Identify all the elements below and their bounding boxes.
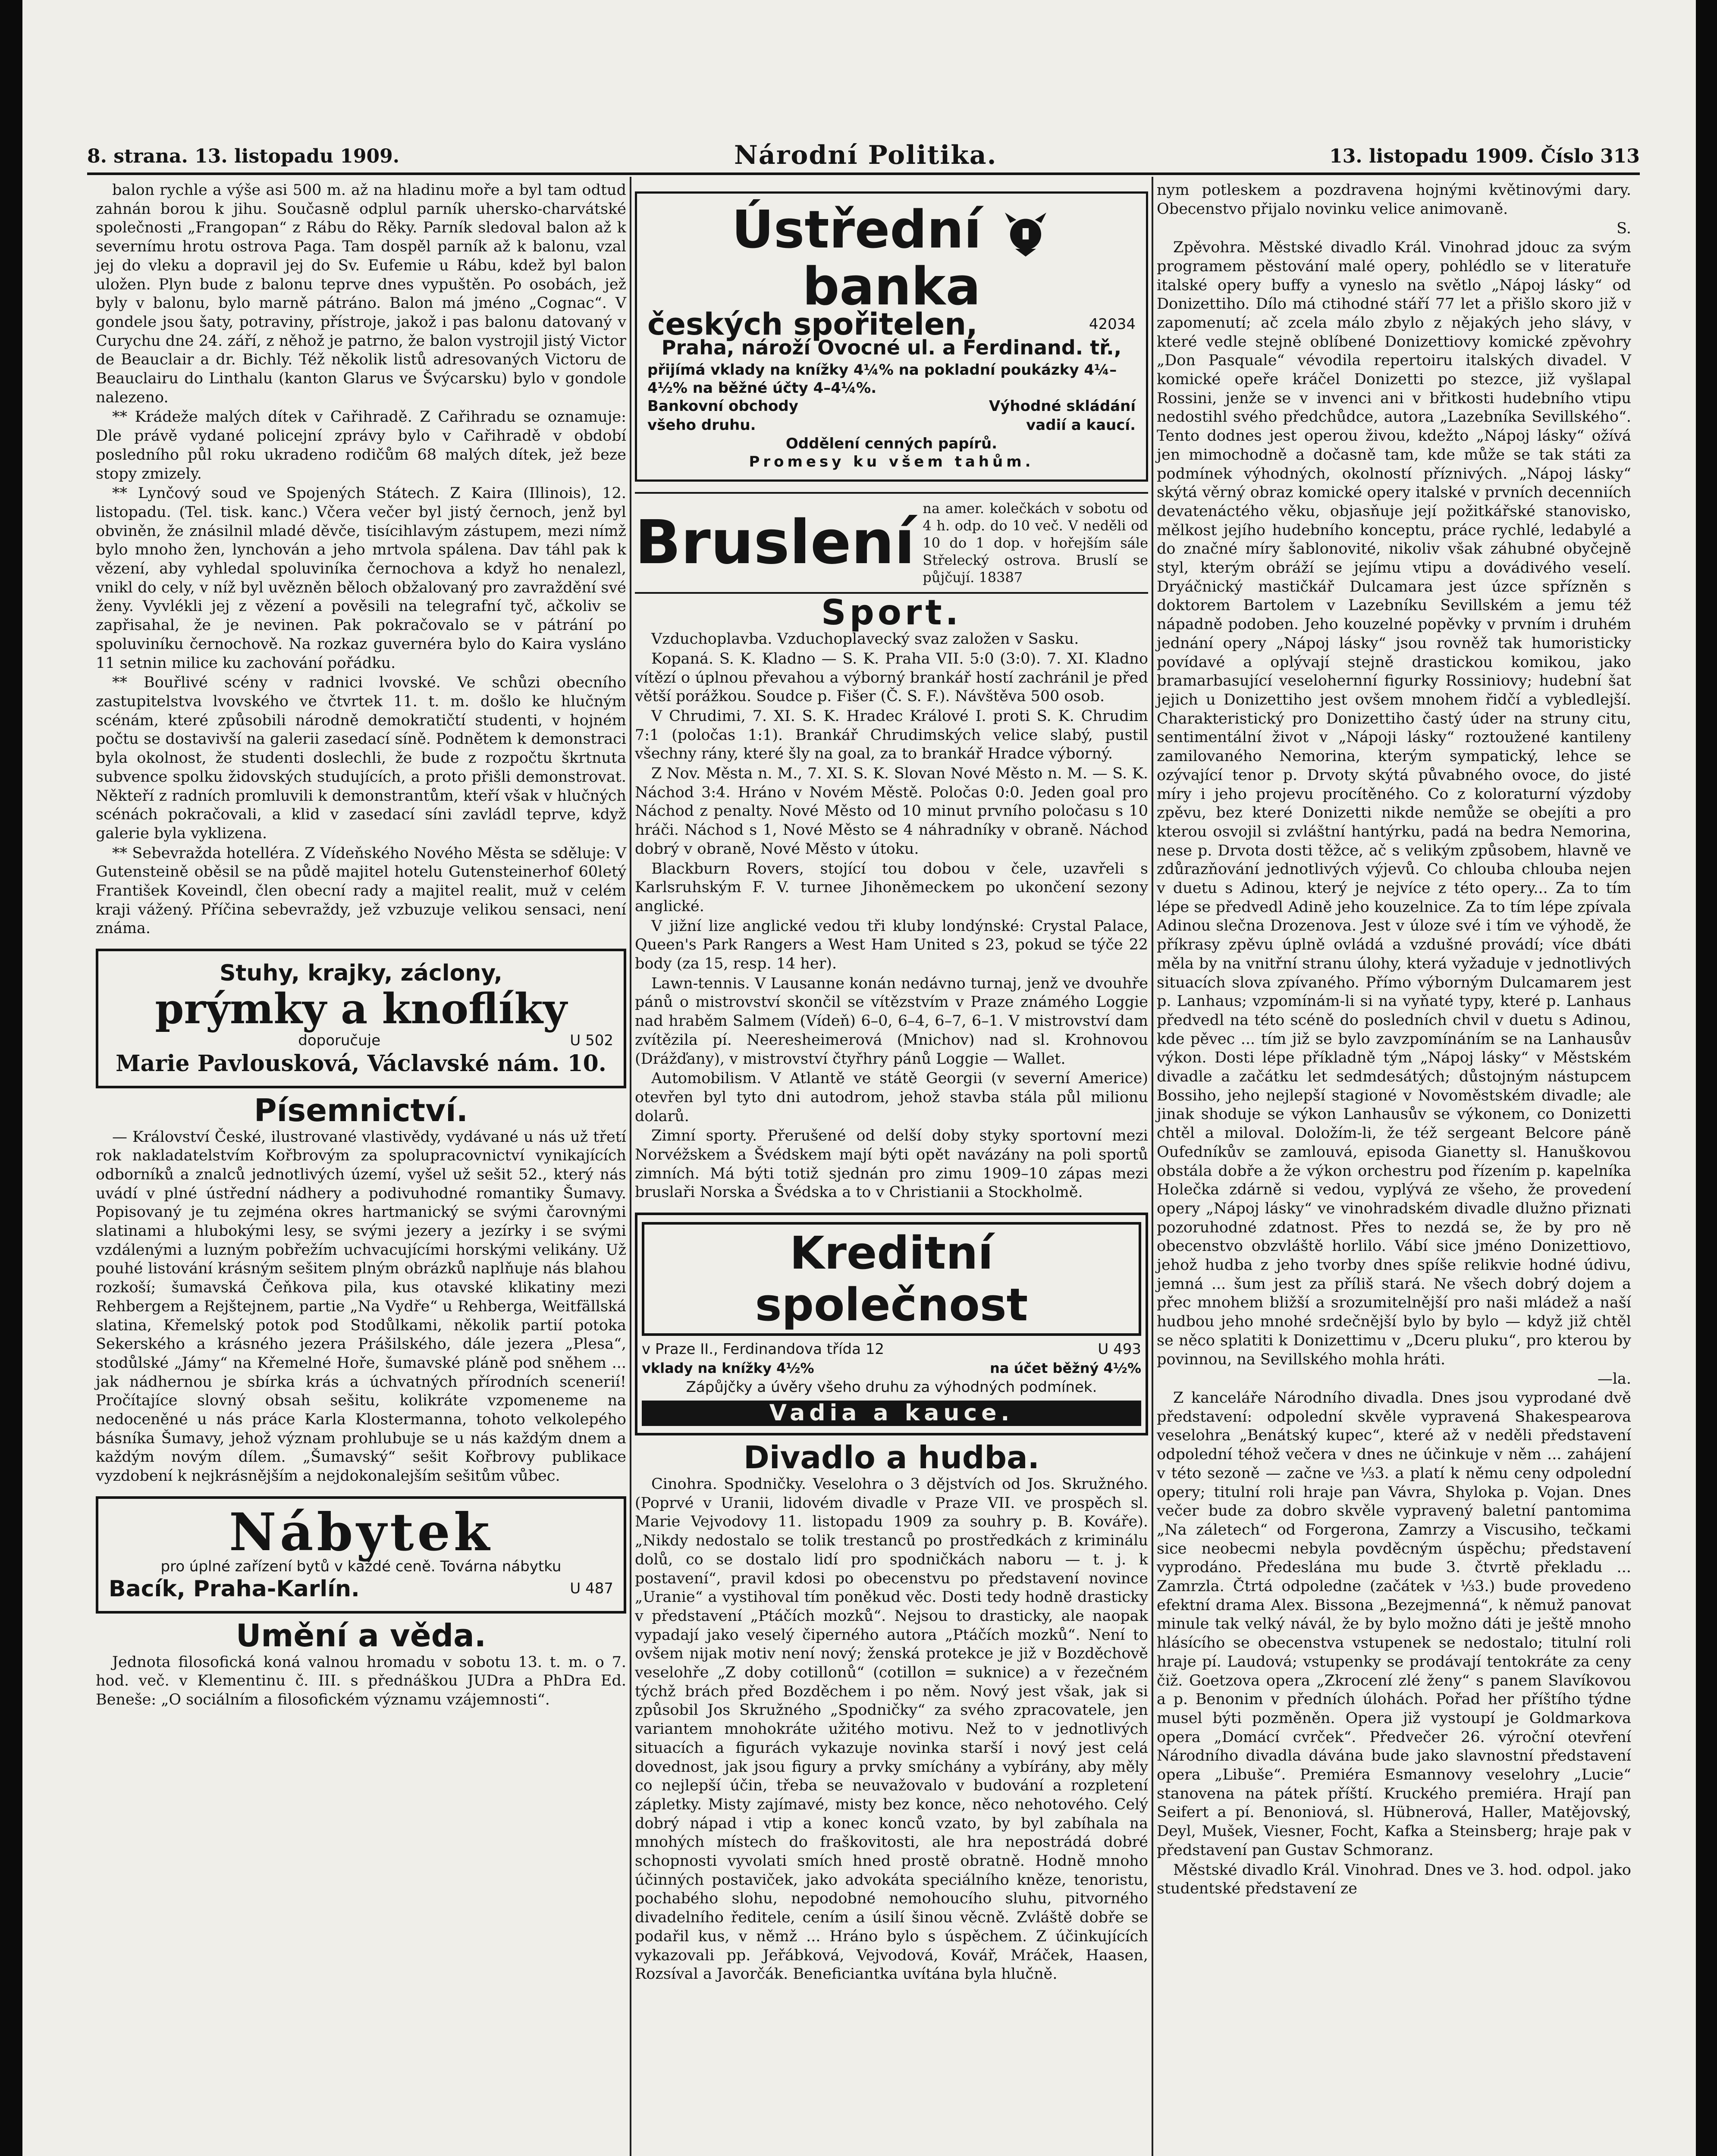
article-vinohrady-theatre: Městské divadlo Král. Vinohrad. Dnes ve 3. hod. odpol. jako studentské představení ze [1157,1861,1631,1898]
sport-football-nove-mesto: Z Nov. Města n. M., 7. XI. S. K. Slovan Nové Město n. M. — S. K. Náchod 3:4. Hráno v Novém Městě. Poločas 0:0. Jeden goal pro Náchod z penalty. Nové Město od 10 minut prvního poločasu s 10 hráči. Náchod s 1, Nové Město se 4 náhradníky v obraně. Náchod dobrý v obraně, Nové Město v útoku. [635,765,1148,858]
column-1 [96,181,626,1711]
ad-ribbons-line2: prýmky a knoflíky [155,984,567,1034]
article-national-theatre: Z kanceláře Národního divadla. Dnes jsou vyprodané dvě představení: odpolední skvěle vypravená Shakespearova veselohra „Benátský kupec“, které až v neděli představení odpolední téhož večera v dnes ne účinkuje v něm ... zahájení v této sezoně — začne ve ⅓3. a platí k němu ceny odpolední opery; titulní roli hraje pan Vávra, Shyloka p. Vojan. Dnes večer bude za dobro skvěle vypravený baletní pantomima „Na záletech“ od Forgerona, Zamrzy a Viscusiho, tečkami sice neobecmi nebyla povděcným úspěchu; představení vyprodáno. Předeslána mu bude 3. čtvrtě překladu ... Zamrzla. Čtrtá odpoledne (začátek v ⅓3.) bude provedeno efektní drama Alex. Bissona „Bezejmenná“, k němuž panovat minule tak velký návál, že by bylo možno dáti je ještě mnoho hlásícího se obecenstva vstupenek se nedostalo; titulní roli hraje pí. Laudová; vstupenky se prodávají tentokráte za ceny čiž. Goetzova opera „Zkrocení zlé ženy“ s panem Slavíkovou a p. Benonim v předních úlohách. Pořad her příštího týdne musel býti pozměněn. Opera již vystoupí je Goldmarkova opera „Domácí cvrček“. Předvečer 26. výroční otevření Národního divadla dávána bude jako slavnostní představení opera „Libuše“. Premiéra Esmannovy veselohry „Lucie“ stanovena na pátek příští. Kruckého premiéra. Hrají pan Seifert a pí. Benoniová, sl. Hübnerová, Haller, Matějovský, Deyl, Mušek, Viesner, Focht, Kafka a Steinsberg; hraje pak v představení pan Gustav Schmoranz. [1157,1389,1631,1859]
sport-aviation: Vzduchoplavba. Vzduchoplavecký svaz založen v Sasku. [651,630,1079,648]
sport-tennis: Lawn-tennis. V Lausanne konán nedávno turnaj, jenž ve dvouhře pánů o mistrovství skončil se vítězstvím v Praze známého Loggie nad hraběm Salmem (Vídeň) 6–0, 6–4, 6–7, 6–1. V mistrovství dam zvítězila pí. Neeresheimerová (Mnichov) nad sl. Krohnovou (Drážďany), v mistrovství čtyřhry pánů Loggie — Wallet. [635,975,1148,1068]
signature-s: S. [1617,220,1631,238]
kredit-address: v Praze II., Ferdinandova třída 12 [642,1341,885,1358]
bank-line4: Oddělení cenných papírů. [785,435,998,453]
sport-football-kladno: Kopaná. S. K. Kladno — S. K. Praha VII. 5:0 (3:0). 7. XI. Kladno vítězí o úplnou převahou a výborný brankář hostí zachránil je před větší porážkou. Soudce p. Fišer (Č. S. F.). Návštěva 500 osob. [635,650,1148,705]
ad-credit-company [635,1213,1148,1435]
bank-address: Praha, nároží Ovocné ul. a Ferdinand. tř., [661,335,1122,359]
article-literature: — Království České, ilustrované vlastivědy, vydávané u nás už třetí rok nakladatelstvím Kořbrovým za spolupracovnictví vynikajících odborníků a znalců jednotlivých území, vyšel už sešit 52., který nás uvádí v plné ústřední nádhery a podivuhodné romantiky Šumavy. Popisovaný je tu zejména okres hartmanický se svými čarovnými slatinami a hlubokými lesy, se svými jezery a jezírky i se svými vzdálenými a luzným pobřežím uchvacujícími horskými velikány. Už pouhé listování krásným sešitem plným obrázků naplňuje nás blahou rozkoší; šumavská Čeňkova pila, kus otavské klikatiny mezi Rehbergem a Rejštejnem, partie „Na Vydře“ u Rehberga, Weitfällská slatina, Křemelský potok pod Stodůlkami, několik partií potoka Sekerského a krásného jezera Prášilského, dále jezera „Plesa“, stodůlské „Jámy“ na Křemelné Hoře, šumavské pláně pod sněhem ... jak nádhernou je sbírka krás a úchvatných přírodních scenerií! Pročítajíce slovný obsah sešitu, kolikráte vzpomeneme na nedoceněné u nás práce Karla Klostermanna, tohoto velkolepého básníka Šumavy, jehož význam prohlubuje se u nás každým dnem a každým novým dílem. „Šumavský“ sešit Kořbrovy publikace vyzdobení k nejkrásnějším a nejdokonalejším sešitům vůbec. [96,1128,626,1485]
sport-winter: Zimní sporty. Přerušené od delší doby styky sportovní mezi Norvéžskem a Švédskem mají býti opět navázány na poli sportů zimních. Má býti totiž sjednán pro zimu 1909–10 zápas mezi bruslaři Norska a Švédska a to v Christianii a Stockholmě. [635,1127,1148,1201]
column-divider-2 [1152,177,1153,2156]
article-balloon: balon rychle a výše asi 500 m. až na hladinu moře a byl tam odtud zahnán borou k jihu. Současně odplul parník uhersko-charvátské společnosti „Frangopan“ z Rábu do Rěky. Parník sledoval balon až k severnímu hrotu ostrova Paga. Tam dospěl parník až k balonu, vzal jej do vleku a dopravil jej do Sv. Eufemie u Rábu, kdež byl balon uložen. Plyn bude z balonu teprve dnes vypuštěn. Po osobách, jež byly v balonu, bylo marně pátráno. Balon má jméno „Cognac“. V gondele jsou šaty, potraviny, přístroje, jakož i pas balonu datovaný v Curychu dne 24. září, z něhož je patrno, že balon vystrojil jistý Victor de Beauclair a dr. Bichly. Též několik listů adresovaných Victoru de Beauclairu do Linthalu (kanton Glarus ve Švýcarsku) bylo v gondole nalezeno. [96,182,626,406]
bank-line5: Promesy ku všem tahům. [749,453,1034,471]
sport-automobilism: Automobilism. V Atlantě ve státě Georgii (v severní Americe) otevřen byl tyto dni autodrom, jehož stavba stála půl milionu dolarů. [635,1070,1148,1125]
ad-furniture-line1: pro úplné zařízení bytů v každé ceně. Továrna nábytku [160,1557,562,1575]
scan-edge-right [1696,0,1717,2156]
ad-furniture [96,1496,626,1614]
article-spodnicky-end: nym potleskem a pozdravena hojnými květinovými dary. Obecenstvo přijalo novinku velice animovaně. [1157,182,1631,218]
sport-southern-league: V jižní lize anglické vedou tři kluby londýnské: Crystal Palace, Queen's Park Rangers a West Ham United s 23, pokud se týče 22 body (za 15, resp. 14 her). [635,917,1148,973]
article-lynching: ** Lynčový soud ve Spojených Státech. Z Kaira (Illinois), 12. listopadu. (Tel. tisk. kanc.) Včera večer byl jistý černoch, jenž byl obviněn, že znásilnil mladé děvče, tisícihlavým zástupem, mezi nímž bylo mnoho žen, lynchován a jeho mrtvola spálena. Dav táhl pak k vězení, aby vyhledal spoluviníka černochova a když ho nenalezl, vnikl do cely, v níž byl uvězněn běloch obžalovaný pro zavraždění své ženy. Vyvlékli jej z vězení a pověsili na telegrafní tyč, ačkoliv se zapřisahal, že je nevinen. Pak pokračovalo se v pátrání po spoluviníku černochově. Na rozkaz guvernéra bylo do Kaira vysláno 11 setnin milice ku zachování pořádku. [96,485,626,672]
bank-line3b: vadií a kaucí. [1026,416,1136,434]
article-lviv: ** Bouřlivé scény v radnici lvovské. Ve schůzi obecního zastupitelstva lvovského ve čtvrtek 11. t. m. došlo ke hlučným scénám, které způsobili národně demokratičtí studenti, v hojném počtu se dostavivší na galerii zasedací síně. Podnětem k demonstraci byla okolnost, že studenti doslechli, že bude z rozpočtu škrtnuta subvence spolku židovských studujících, a proto přišli demonstrovat. Někteří z radních promluvili k demonstrantům, kteří však v hlučných scénách pokračovali, a klid v zasedací síni zavládl teprve, když galerie byla vyklizena. [96,674,626,842]
kredit-line1c: Zápůjčky a úvěry všeho druhu za výhodných podmínek. [686,1378,1097,1396]
column-3 [1157,181,1631,1899]
ad-skating-word: Bruslení [635,508,915,578]
sport-blackburn: Blackburn Rovers, stojící tou dobou v čele, uzavřeli s Karlsruhským F. V. turnee Jihoněmeckem po ukončení sezony anglické. [635,860,1148,915]
ad-furniture-line2: Bacík, Praha-Karlín. [109,1576,360,1602]
bank-line2b: Výhodné skládání [989,397,1136,415]
masthead-title: Národní Politika. [734,140,997,170]
ad-furniture-big: Nábytek [229,1501,493,1563]
bank-line3a: všeho druhu. [647,416,756,434]
newspaper-page [22,0,1696,2156]
section-art-science: Umění a věda. [235,1617,487,1654]
header-rule [87,172,1640,175]
column-divider-1 [630,177,631,2156]
bank-title-1: Ústřední [731,200,982,260]
ad-ribbons-code: U 502 [570,1032,613,1050]
bank-line1: přijímá vklady na knížky 4¼% na pokladní poukázky 4¼–4½% na běžné účty 4–4¼%. [647,361,1117,397]
kredit-title: Kreditní společnost [642,1222,1141,1336]
bank-subtitle: českých spořitelen, [647,307,978,342]
article-philosophy: Jednota filosofická koná valnou hromadu v sobotu 13. t. m. o 7. hod. več. v Klementinu č. III. s přednáškou JUDra a PhDra Ed. Beneše: „O sociálním a filosofickém významu vzájemnosti“. [96,1653,626,1708]
header-right: 13. listopadu 1909. Číslo 313 [1329,145,1640,167]
ad-central-bank [635,191,1148,482]
header-left: 8. strana. 13. listopadu 1909. [87,145,400,167]
kredit-line1b: na účet běžný 4½% [990,1360,1141,1376]
article-istanbul: ** Krádeže malých dítek v Cařihradě. Z Cařihradu se oznamuje: Dle právě vydané policejní zprávy bylo v Cařihradě v období posledního půl roku ukradeno rodičům 68 malých dítek, jež beze stopy zmizely. [96,408,626,483]
section-literature: Písemnictví. [254,1092,468,1128]
kredit-banner: Vadia a kauce. [642,1401,1141,1426]
ad-furniture-code: U 487 [570,1580,613,1598]
article-spodnicky: Cinohra. Spodničky. Veselohra o 3 dějstvích od Jos. Skružného. (Poprvé v Uranii, lidovém divadle v Praze VII. ve prospěch sl. Marie Vejvodovy 11. listopadu 1909 za souhry p. B. Kováře). „Nikdy nedostalo se tolik trestanců po prostředkách z kriminálu dolů, co se dostalo lidí pro spodničkách naboru — t. j. k postavení“, pravil kdosi po obecenstvu po představení novince „Uranie“ a vystihoval tím poněkud věc. Dosti tedy hodně drasticky v představení „Ptáčích mozků“. Nejsou to drasticky, ale naopak vypadají jako veselý čiperného autora „Ptáčích mozků“. Není to ovšem nijak motiv není nový; ženská protekce je již v Bozděchově veselohře „Z doby cotillonů“ (cotillon = suknice) a v řezečném týchž brách před Bozděchem i po něm. Nový jest však, jak si způsobil Jos Skružného „Spodničky“ za svého zpracovatele, jen variantem mnohokráte užitého motivu. Než to v jednotlivých situacích a figurách vykazuje novinka starší i nový jest celá dovednost, jak jsou figury a prvky smíchány a vybírány, aby měly co nejlepší účin, třeba se neuvažovalo v budování a rozpletení zápletky. Misty zajímavé, misty bez konce, něco nehotového. Celý dobrý nápad i vtip a konec konců vzato, by byl zabíhala na mnohých místech do fraškovitosti, ale hra nepostrádá dobré schopnosti vyvolati smích hned prostě obratně. Hodně mnoho účinných postaviček, jako advokáta speciálního kněze, tenoristu, pochabého slohu, nepodobné nemohoucího sluhu, pitvorného divadelního ředitele, cením a úsilí šinou věcně. Zvláště dobře se podařil kus, v němž ... Hráno bylo s úspěchem. Z účinkujících vykazovali pp. Jeřábková, Vejvodová, Kovář, Mráček, Haasen, Rozsíval a Javorčák. Beneficiantka uvítána byla hlučně. [635,1476,1148,1983]
ad-ribbons-line3: doporučuje [298,1032,381,1050]
bank-line2a: Bankovní obchody [647,397,798,415]
section-theatre-music: Divadlo a hudba. [744,1439,1039,1476]
article-suicide: ** Sebevražda hotelléra. Z Vídeňského Nového Města se sděluje: V Gutensteině oběsil se na půdě majitel hotelu Gutensteinerhof 60letý František Koveindl, člen obecní rady a majitel realit, muž v celém kraji vážený. Příčina sebevraždy, jež vzbuzuje velikou sensaci, není známa. [96,844,626,937]
ad-ribbons-line4: Marie Pavlousková, Václavské nám. 10. [116,1050,606,1077]
bank-title-2: banka [802,257,981,317]
ad-skating [635,492,1148,594]
scan-edge-left [0,0,22,2156]
kredit-line1a: vklady na knížky 4½% [642,1360,814,1376]
signature-la: —la. [1597,1370,1631,1388]
section-sport: Sport. [821,592,962,633]
double-headed-eagle-icon [1000,207,1052,259]
bank-code: 42034 [1089,316,1136,333]
article-napoj-lasky: Zpěvohra. Městské divadlo Král. Vinohrad jdouc za svým programem pěstování malé opery, pohlédlo se v literatuře italské opery buffy a vyneslo na světlo „Nápoj lásky“ od Donizettiho. Dílo má ctihodné stáří 77 let a přišlo skoro již v zapomenutí; ač zcela málo zbylo z nějakých jeho slávy, v které vedle stejně oblíbené Donizettiovy komické zpěvohry „Don Pasquale“ vévodila repertoiru italských divadel. V komické opeře kráčel Donizetti po stezce, již vyšlapal Rossini, jenže se v invenci ani v břitkosti hudebního vtipu nedostihl svého předchůdce, autora „Lazebníka Sevillského“. Tento dodnes jest operou živou, kdežto „Nápoj lásky“ ožívá jen mimochodně a dočasně tam, kde může se tak státi za podmínek výhodných, okolností příznivých. „Nápoj lásky“ skýtá věrný obraz komické opery italské v prvních decenniích devatenáctého věku, objasňuje její požitkářské stanovisko, mělkost jejího hudebního konceptu, práce rychlé, ledabylé a do značné míry šablonovité, nikoliv však záhubné obyčejně styl, kterým obráží se jejímu vtipu a dovádivého veselí. Dryáčnický mastičkář Dulcamara jest úzce spřízněn s doktorem Bartolem v Lazebníku Sevillském a jemu též nápadně podoben. Jeho kouzelné popěvky v prvním i druhém jednání opery „Nápoj lásky“ jsou rovněž tak humoristicky povídavé a oplývají stejně drastickou komikou, jako bramarbasující veselohernní figurky Rossiniovy; hudební šat jejich u Donizettiho jest ovšem mnohem řidčí a vybledlejší. Charakteristický pro Donizettiho častý úder na struny citu, sentimentální život v „Nápoji lásky“ roztoužené kantileny zamilovaného Nemorina, kterým sympatický, lehce se ozývající tenor p. Drvoty skýtá půvabného ovoce, do jisté míry i jeho projevu procítěného. Co z koloraturní výzdoby zpěvu, bez které Donizetti nikde nemůže se obejíti a pro kterou osvojil si zvláštní hantýrku, padá na bedra Nemorina, nese p. Drvota dosti těžce, ač s velikým způsobem, hlavně ve zdůrazňování jednotlivých výjevů. Co chlouba chlouba nejen v duetu s Adinou, který je nejvíce z této opery... Za to tím lépe se předvedl Adině jeho kouzelnice. Za to tím lépe zpívala Adinou slečna Drozenova. Jest v úloze své i tím ve výhodě, že příkrasy zpěvu úplně ovládá a vzdušné provádí; více dbáti měla by na vnitřní stranu úlohy, která vyžaduje v jednotlivých situacích slova zpívaného. Přímo výborným Dulcamarem jest p. Lanhaus; vzpomínám-li si na vyňaté typy, které p. Lanhaus předvedl na této scéně do posledních chvil v duetu s Adinou, kde pěvec ... tím již se bylo zavzpomínáním se na Lanhausův výkon. Dosti lépe příkladně tým „Nápoj lásky“ v Městském divadle a začátku let sedmdesátých; důstojným nástupcem Bossiho, jeho nejlepší stagioné v Novoměstském divadle; ale jinak shoduje se výkon Lanhausův se výkonem, co Donizetti chtěl a miloval. Doložím-li, že též sergeant Belcore páně Oufedníkův se zamlouvá, episoda Gianetty sl. Hanuškovou obstála dobře a že výkon orchestru pod řízením p. kapelníka Holečka zdárně si vedou, vyplývá ze všeho, že provedení opery „Nápoj lásky“ ve vinohradském divadle dlužno přiznati pozoruhodné zdatnost. Přes to nezdá se, že by pro ně obecenstvo obzvláště horlilo. Vábí sice jméno Donizettiovo, jehož hudba z jeho tvorby dnes spíše relikvie hodné údivu, jemná ... šum jest za příliš stará. Ne všech dobrý dojem a přec mnohem bližší a srozumitelnější pro naši mládež a naší hudbou jeho mnohé srdečnější bylo by bylo — když již chtěl se něco splatiti k Donizettimu v „Dceru pluku“, pro kterou by povinnou, na Sevillského mohla hráti. [1157,239,1631,1368]
column-2 [635,181,1148,1985]
ad-skating-code: 18387 [979,569,1023,586]
ad-ribbons [96,949,626,1088]
kredit-code: U 493 [1098,1341,1141,1358]
sport-football-chrudim: V Chrudimi, 7. XI. S. K. Hradec Králové I. proti S. K. Chrudim 7:1 (poločas 1:1). Brankář Chrudimských velice slabý, pustil všechny rány, které šly na goal, za to brankář Hradce výborný. [635,707,1148,763]
ad-ribbons-line1: Stuhy, krajky, záclony, [220,960,502,987]
ad-skating-text: na amer. kolečkách v sobotu od 4 h. odp. do 10 več. V neděli od 10 do 1 dop. v hořejším sále Střelecký ostrova. Bruslí se půjčují. [923,500,1148,586]
page-header [87,140,1640,175]
